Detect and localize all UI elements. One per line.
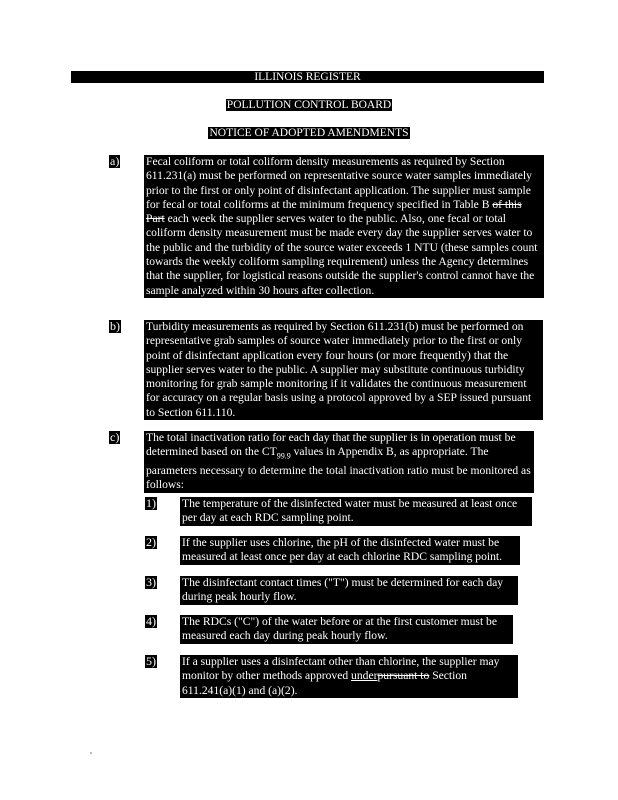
item-a-label: a) [110,154,120,168]
subitem-2-text: If the supplier uses chlorine, the pH of the disinfected water must be measured at least once per day at each chlorine RDC sampling point. [180,536,520,565]
subitem-3-text: The disinfectant contact times ("T") must be determined for each day during peak hourly flow. [180,576,518,605]
item-a-paragraph: Fecal coliform or total coliform density measurements as required by Section 611.231(a) must be performed on representative source water samples immediately prior to the first or only point of disinfectant application. The supplier must sample for fecal or total coliforms at the minimum frequency specified in Table B of this Part each week the supplier serves water to the public. Also, one fecal or total coliform density measurement must be made every day the supplier serves water to the public and the turbidity of the source water exceeds 1 NTU (these samples count towards the weekly coliform sampling requirement) unless the Agency determines that the supplier, for logistical reasons outside the supplier's control cannot have the sample analyzed within 30 hours after collection. [144,155,544,298]
register-title: ILLINOIS REGISTER [254,71,361,83]
subitem-5-text: If a supplier uses a disinfectant other than chlorine, the supplier may monitor by other methods approved underpursuant to Section 611.241(a)(1) and (a)(2). [180,655,518,698]
item-b-label: b) [110,319,120,333]
struck-text: pursuant to [377,669,430,683]
struck-text: of this Part [146,197,522,226]
subitem-5-label: 5) [146,654,156,668]
subitem-3-label: 3) [146,575,156,589]
item-c-label: c) [110,430,120,444]
subitem-1-text: The temperature of the disinfected water must be measured at least once per day at each RDC sampling point. [180,497,532,526]
notice-title: NOTICE OF ADOPTED AMENDMENTS [209,127,409,139]
item-b-paragraph: Turbidity measurements as required by Section 611.231(b) must be performed on representative grab samples of source water immediately prior to the first or only point of disinfectant application every four hours (or more frequently) that the supplier serves water to the public. A supplier may substitute continuous turbidity monitoring for grab sample monitoring if it validates the continuous measurement for accuracy on a regular basis using a protocol approved by a SEP issued pursuant to Section 611.110. [144,320,543,420]
subitem-4-label: 4) [146,614,156,628]
subitem-1-label: 1) [146,496,156,510]
scan-speck [90,752,92,754]
board-title: POLLUTION CONTROL BOARD [226,99,392,111]
item-c-paragraph: The total inactivation ratio for each day that the supplier is in operation must be determined based on the $CT_{99.9}$ values in Appendix B, as appropriate. The parameters necessary to determine the total inactivation ratio must be monitored as follows: [144,431,534,493]
subitem-4-text: The RDCs ("C") of the water before or at the first customer must be measured each day during peak hourly flow. [180,615,513,644]
underlined-text: under [351,669,378,683]
ct-subscript: 99.9 [276,451,291,461]
subitem-2-label: 2) [146,535,156,549]
register-header-bar [71,71,544,83]
